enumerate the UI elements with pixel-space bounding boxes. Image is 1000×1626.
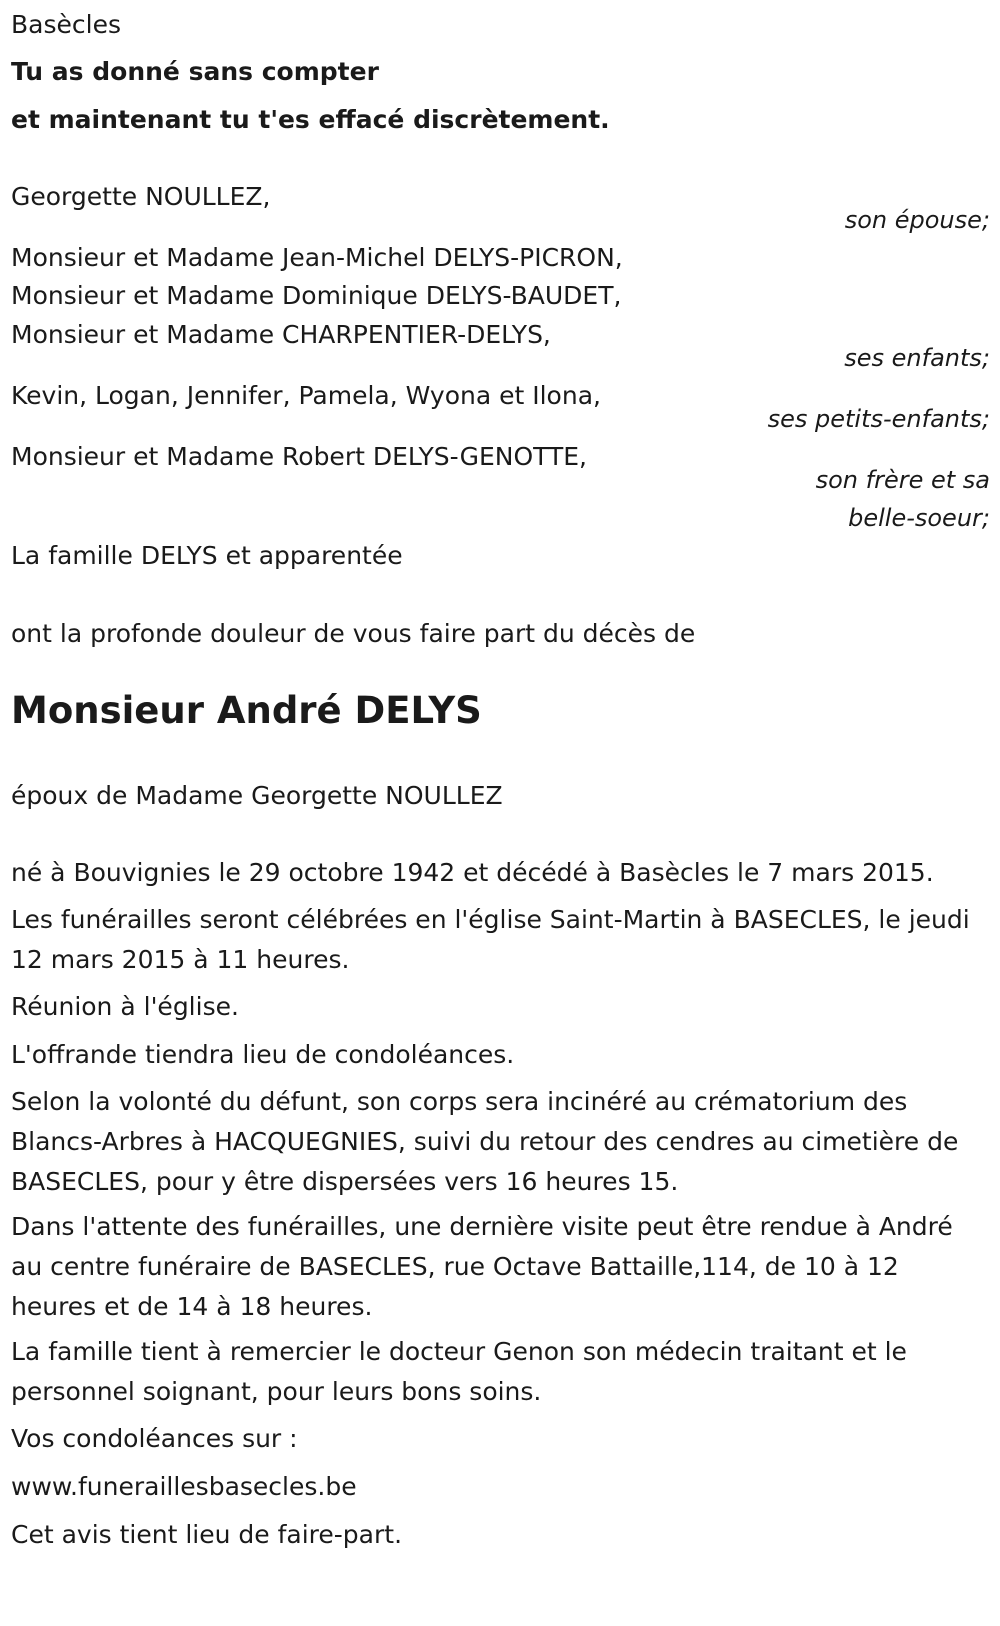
- spouse-relation: son épouse;: [844, 206, 990, 234]
- place-name: Basècles: [11, 10, 121, 39]
- birth-death: né à Bouvignies le 29 octobre 1942 et décédé à Basècles le 7 mars 2015.: [11, 858, 934, 887]
- child-3-name: Monsieur et Madame CHARPENTIER-DELYS,: [11, 320, 551, 349]
- sibling-relation-line-1: son frère et sa: [815, 466, 990, 494]
- children-relation: ses enfants;: [844, 344, 990, 372]
- sibling-relation-line-2: belle-soeur;: [848, 504, 990, 532]
- condolences-label: Vos condoléances sur :: [11, 1424, 298, 1453]
- deceased-name: Monsieur André DELYS: [11, 689, 482, 732]
- extended-family: La famille DELYS et apparentée: [11, 541, 403, 570]
- thanks-note: La famille tient à remercier le docteur Genon son médecin traitant et le personnel soignant, pour leurs bons soins.: [11, 1337, 907, 1406]
- epitaph-line-2: et maintenant tu t'es effacé discrètement.: [11, 105, 610, 134]
- cremation-details: Selon la volonté du défunt, son corps sera incinéré au crématorium des Blancs-Arbres à HACQUEGNIES, suivi du retour des cendres au cimetière de BASECLES, pour y être dispersées vers 16 heures 15.: [11, 1087, 959, 1196]
- spouse-name: Georgette NOULLEZ,: [11, 182, 271, 211]
- funeral-details: Les funérailles seront célébrées en l'église Saint-Martin à BASECLES, le jeudi 12 mars 2015 à 11 heures.: [11, 905, 970, 974]
- child-1-name: Monsieur et Madame Jean-Michel DELYS-PICRON,: [11, 243, 623, 272]
- visitation-details: Dans l'attente des funérailles, une dernière visite peut être rendue à André au centre funéraire de BASECLES, rue Octave Battaille,114, de 10 à 12 heures et de 14 à 18 heures.: [11, 1212, 953, 1321]
- grandchildren-names: Kevin, Logan, Jennifer, Pamela, Wyona et Ilona,: [11, 381, 601, 410]
- child-2-name: Monsieur et Madame Dominique DELYS-BAUDET,: [11, 281, 622, 310]
- church-meeting: Réunion à l'église.: [11, 992, 239, 1021]
- announcement-intro: ont la profonde douleur de vous faire part du décès de: [11, 619, 696, 648]
- spouse-of: époux de Madame Georgette NOULLEZ: [11, 781, 503, 810]
- condolences-website-link[interactable]: www.funeraillesbasecles.be: [11, 1472, 357, 1501]
- sibling-name: Monsieur et Madame Robert DELYS-GENOTTE,: [11, 442, 587, 471]
- offering-note: L'offrande tiendra lieu de condoléances.: [11, 1040, 515, 1069]
- grandchildren-relation: ses petits-enfants;: [767, 405, 990, 433]
- epitaph-line-1: Tu as donné sans compter: [11, 57, 379, 86]
- notice-text: Cet avis tient lieu de faire-part.: [11, 1520, 403, 1549]
